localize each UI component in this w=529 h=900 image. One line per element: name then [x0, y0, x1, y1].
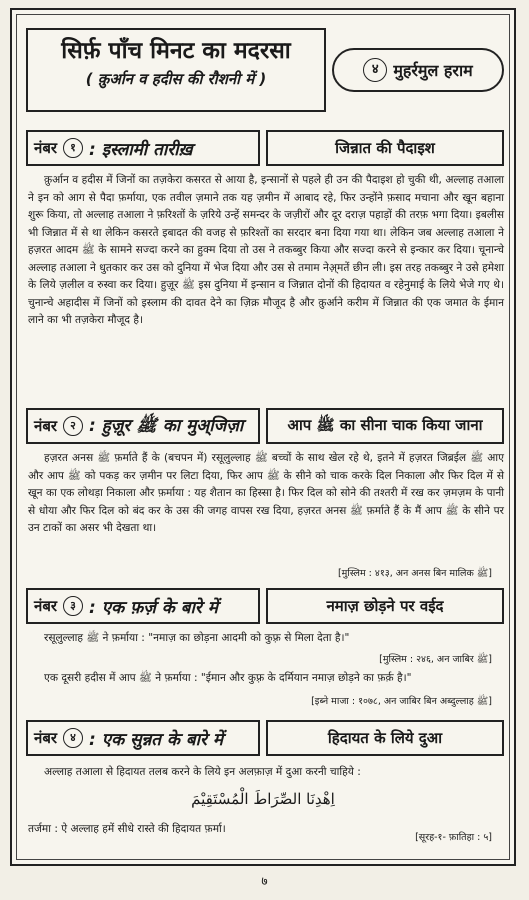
title-box	[26, 28, 326, 112]
section-4-category: : एक सुन्नत के बारे में	[89, 729, 224, 750]
section-2-topic: आप ﷺ का सीना चाक किया जाना	[266, 408, 504, 444]
section-2-label: नंबर २ : हुज़ूर ﷺ का मुअ्जिज़ा	[26, 408, 260, 444]
section-3-body-2: एक दूसरी हदीस में आप ﷺ ने फ़र्माया : "ईमान और कुफ़्र के दर्मियान नमाज़ छोड़ने का फ़र्क़ है।"	[44, 672, 412, 684]
section-4-body: अल्लाह तआला से हिदायत तलब करने के लिये इन अलफ़ाज़ में दुआ करनी चाहिये :	[44, 766, 361, 778]
section-2-category: : हुज़ूर ﷺ का मुअ्जिज़ा	[89, 415, 244, 436]
section-3-reference: [मुस्लिम : २४६, अन जाबिर ﷺ]	[379, 654, 492, 665]
page-subtitle: ( क़ुर्आन व हदीस की रौशनी में )	[85, 70, 267, 88]
section-4-translation: तर्जमा : ऐ अल्लाह हमें सीधे रास्ते की हिदायत फ़र्मा।	[28, 823, 226, 835]
section-4-label: नंबर ४ : एक सुन्नत के बारे में	[26, 720, 260, 756]
page-title: सिर्फ़ पाँच मिनट का मदरसा	[61, 38, 291, 64]
section-4-topic: हिदायत के लिये दुआ	[266, 720, 504, 756]
section-2-body: हज़रत अनस ﷺ फ़र्माते हैं के (बचपन में) रसूलुल्लाह ﷺ बच्चों के साथ खेल रहे थे, इतने में हज़रत जिब्रईल ﷺ आए और आप ﷺ को पकड़ कर ज़मीन पर लिटा दिया, फिर आप ﷺ के सीने को चाक करके दिल निकाला और फिर दिल में से खून का एक लोथड़ा निकाला और फ़र्माया : यह शैतान का हिस्सा है। फिर दिल को सोने की तश्तरी में रख कर ज़मज़म के पानी से धोया और फिर दिल को बंद कर के उस की जगह वापस रख दिया, हज़रत अनस ﷺ फ़र्माते हैं के मैं आप ﷺ के सीने पर उन टाकों का असर भी देखता था।	[28, 452, 505, 534]
section-3-reference-2: [इब्ने माजा : १०७८, अन जाबिर बिन अब्दुल्लाह ﷺ]	[311, 696, 492, 707]
section-1-label: नंबर १ : इस्लामी तारीख़	[26, 130, 260, 166]
month-badge	[332, 48, 504, 92]
section-3-header	[26, 588, 504, 624]
section-4-arabic-dua: اِهْدِنَا الصِّرَاطَ الْمُسْتَقِيْمَ	[191, 790, 335, 808]
section-1-body: क़ुर्आन व हदीस में जिनों का तज़केरा कसरत से आया है, इन्सानों से पहले ही उन की पैदाइश हो चुकी थी, अल्लाह तआला ने इन को आग से पैदा फ़र्माया, एक तवील ज़माने तक यह ज़मीन में आबाद रहे, फिर उन्होंने फ़साद मचाना और खून बहाना शुरू किया, तो अल्लाह तआला ने फ़रिश्तों के ज़रिये उन्हें समन्दर के जज़ीरों और दूर दराज़ पहाड़ों की तरफ़ भगा दिया। इबलीस भी जिन्नात में से था लेकिन कसरते इबादत की वजह से फ़रिश्तों का सरदार बना दिया गया था। लेकिन जब अल्लाह तआला ने हज़रत आदम ﷺ के सामने सज्दा करने का हुक्म दिया तो उस ने तकब्बुर किया और सज्दा करने से इन्कार कर दिया। चूनान्चे अल्लाह तआला ने धुतकार कर उस को दुनिया में भेज दिया और उस से तमाम नेअ़्मतें छीन ली। इस तरह तकब्बुर ने उसे हमेशा के लिये ज़लील व रुस्वा कर दिया। हुज़ूर ﷺ इस दुनिया में इन्सान व जिन्नात दोनों की हिदायत व रहेनुमाई के लिये भेजे गए थे। चुनान्चे अहादीस में जिनों को इस्लाम की दावत देने का ज़िक्र मौजूद है और क़ुर्आने करीम में जिन्नात की एक जमात के ईमान लाने का भी तज़केरा मौजूद है।	[28, 174, 504, 326]
section-3-category: : एक फ़र्ज़ के बारे में	[89, 597, 218, 618]
section-2-number: २	[63, 416, 83, 436]
section-1-category: : इस्लामी तारीख़	[89, 139, 193, 160]
section-1-topic: जिन्नात की पैदाइश	[266, 130, 504, 166]
page-frame	[10, 8, 516, 866]
section-1-header	[26, 130, 504, 166]
section-4-reference: [सूरह-१- फ़ातिहा : ५]	[415, 832, 492, 843]
section-4-number: ४	[63, 728, 83, 748]
section-3-number: ३	[63, 596, 83, 616]
section-3-body: रसूलुल्लाह ﷺ ने फ़र्माया : "नमाज़ का छोड़ना आदमी को कुफ़्र से मिला देता है।"	[44, 632, 350, 644]
section-3-label: नंबर ३ : एक फ़र्ज़ के बारे में	[26, 588, 260, 624]
section-4-header	[26, 720, 504, 756]
month-name: मुहर्रमुल हराम	[393, 61, 473, 80]
section-1-number: १	[63, 138, 83, 158]
page-number: ७	[261, 874, 268, 888]
month-number: ४	[363, 58, 387, 82]
section-2-header	[26, 408, 504, 444]
section-3-topic: नमाज़ छोड़ने पर वईद	[266, 588, 504, 624]
section-2-reference: [मुस्लिम : ४१३, अन अनस बिन मालिक ﷺ]	[337, 568, 492, 579]
